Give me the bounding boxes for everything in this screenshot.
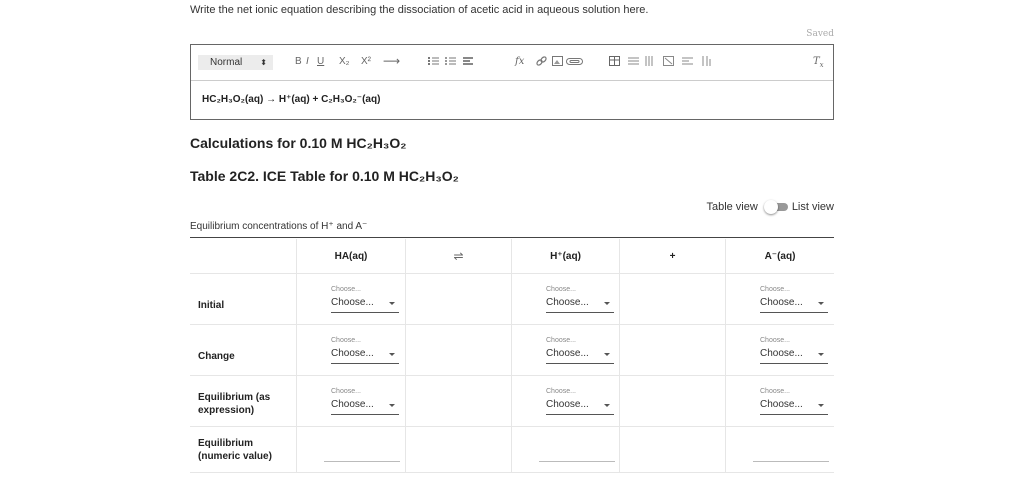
cell-plus xyxy=(620,427,726,473)
calculations-heading: Calculations for 0.10 M HC₂H₃O₂ xyxy=(190,135,407,151)
bold-button[interactable]: B xyxy=(295,56,302,67)
select-floating-label: Choose... xyxy=(546,337,576,344)
concentration-select[interactable] xyxy=(546,387,614,415)
select-value-text: Choose... xyxy=(760,297,803,308)
select-value xyxy=(760,297,828,313)
cell-h-plus xyxy=(512,325,620,376)
cell-ha xyxy=(297,376,406,427)
concentration-select[interactable] xyxy=(760,387,828,415)
select-floating-label: Choose... xyxy=(331,286,361,293)
dropdown-caret-icon xyxy=(818,302,824,305)
dropdown-caret-icon xyxy=(818,353,824,356)
dropdown-caret-icon xyxy=(389,302,395,305)
concentration-select[interactable] xyxy=(331,387,399,415)
select-value-text: Choose... xyxy=(331,399,374,410)
table-insert-icon[interactable] xyxy=(609,56,620,66)
row-label: Initial xyxy=(190,274,297,325)
concentration-select[interactable] xyxy=(546,336,614,364)
cell-a-minus xyxy=(726,274,834,325)
header-eq-arrow: ⇌ xyxy=(406,239,512,274)
dropdown-caret-icon xyxy=(604,404,610,407)
select-value xyxy=(546,348,614,364)
question-prompt: Write the net ionic equation describing the dissociation of acetic acid in aqueous solution here. xyxy=(190,4,649,16)
cell-h-plus xyxy=(512,376,620,427)
select-floating-label: Choose... xyxy=(760,337,790,344)
list-view-label: List view xyxy=(791,201,834,213)
superscript-button[interactable]: X² xyxy=(361,56,371,67)
cell-eq-arrow xyxy=(406,376,512,427)
view-toggle-switch[interactable] xyxy=(764,202,788,212)
bullet-list-icon[interactable] xyxy=(445,56,456,66)
updown-icon: ⬍ xyxy=(260,58,267,67)
select-value-text: Choose... xyxy=(546,348,589,359)
row-label: Equilibrium (as expression) xyxy=(190,376,297,427)
image-icon[interactable] xyxy=(552,56,563,66)
view-toggle xyxy=(706,201,834,213)
table-title: Table 2C2. ICE Table for 0.10 M HC₂H₃O₂ xyxy=(190,168,459,184)
cell-plus xyxy=(620,376,726,427)
dropdown-caret-icon xyxy=(389,353,395,356)
formula-button[interactable]: fx xyxy=(515,56,525,67)
table-row-icon[interactable] xyxy=(628,56,639,66)
dropdown-caret-icon xyxy=(818,404,824,407)
table-split-icon[interactable] xyxy=(701,56,712,66)
concentration-select[interactable] xyxy=(331,285,399,313)
dropdown-caret-icon xyxy=(604,353,610,356)
numeric-input[interactable] xyxy=(324,461,400,462)
arrow-insert-button[interactable]: ⟶ xyxy=(383,54,401,68)
concentration-select[interactable] xyxy=(760,336,828,364)
row-label: Equilibrium (numeric value) xyxy=(190,427,297,473)
dropdown-caret-icon xyxy=(604,302,610,305)
header-label xyxy=(190,239,297,274)
numeric-input[interactable] xyxy=(753,461,829,462)
select-floating-label: Choose... xyxy=(546,286,576,293)
saved-status: Saved xyxy=(806,29,834,39)
format-select-value: Normal xyxy=(210,57,243,68)
concentration-select[interactable] xyxy=(760,285,828,313)
cell-eq-arrow xyxy=(406,274,512,325)
select-value xyxy=(331,399,399,415)
cell-a-minus xyxy=(726,325,834,376)
select-value-text: Choose... xyxy=(331,348,374,359)
dropdown-caret-icon xyxy=(389,404,395,407)
select-floating-label: Choose... xyxy=(546,388,576,395)
select-value xyxy=(760,399,828,415)
select-value-text: Choose... xyxy=(546,399,589,410)
select-value xyxy=(760,348,828,364)
select-value xyxy=(546,297,614,313)
rich-text-editor[interactable] xyxy=(190,44,834,120)
cell-h-plus xyxy=(512,427,620,473)
cell-ha xyxy=(297,274,406,325)
header-ha: HA(aq) xyxy=(297,239,406,274)
answer-text: HC₂H₃O₂(aq) → H⁺(aq) + C₂H₃O₂⁻(aq) xyxy=(202,94,381,105)
numbered-list-icon[interactable] xyxy=(428,56,439,66)
numeric-input[interactable] xyxy=(539,461,615,462)
table-view-label: Table view xyxy=(706,201,758,213)
row-label: Change xyxy=(190,325,297,376)
concentration-select[interactable] xyxy=(546,285,614,313)
header-h-plus: H⁺(aq) xyxy=(512,239,620,274)
header-plus: + xyxy=(620,239,726,274)
concentration-select[interactable] xyxy=(331,336,399,364)
select-floating-label: Choose... xyxy=(760,388,790,395)
select-floating-label: Choose... xyxy=(331,337,361,344)
select-floating-label: Choose... xyxy=(331,388,361,395)
cell-h-plus xyxy=(512,274,620,325)
underline-button[interactable]: U xyxy=(317,56,325,67)
select-value xyxy=(546,399,614,415)
caption-divider xyxy=(190,237,834,238)
ice-table xyxy=(190,239,834,473)
cell-ha xyxy=(297,427,406,473)
attach-icon[interactable] xyxy=(566,56,584,66)
align-icon[interactable] xyxy=(463,56,474,66)
cell-eq-arrow xyxy=(406,325,512,376)
select-value xyxy=(331,348,399,364)
italic-button[interactable]: I xyxy=(306,56,309,67)
cell-plus xyxy=(620,325,726,376)
select-value xyxy=(331,297,399,313)
clear-format-icon[interactable]: $T_x$ xyxy=(813,56,824,69)
cell-plus xyxy=(620,274,726,325)
select-value-text: Choose... xyxy=(760,399,803,410)
table-caption: Equilibrium concentrations of H⁺ and A⁻ xyxy=(190,221,368,232)
table-merge-icon[interactable] xyxy=(682,56,693,66)
editor-toolbar xyxy=(191,45,833,81)
cell-a-minus xyxy=(726,427,834,473)
cell-ha xyxy=(297,325,406,376)
subscript-button[interactable]: X₂ xyxy=(339,56,350,67)
cell-a-minus xyxy=(726,376,834,427)
cell-eq-arrow xyxy=(406,427,512,473)
header-a-minus: A⁻(aq) xyxy=(726,239,834,274)
link-icon[interactable] xyxy=(536,56,547,66)
table-delete-icon[interactable] xyxy=(663,56,674,66)
paragraph-format-select[interactable] xyxy=(198,55,273,70)
select-value-text: Choose... xyxy=(331,297,374,308)
select-value-text: Choose... xyxy=(546,297,589,308)
select-value-text: Choose... xyxy=(760,348,803,359)
table-column-icon[interactable] xyxy=(644,56,655,66)
select-floating-label: Choose... xyxy=(760,286,790,293)
